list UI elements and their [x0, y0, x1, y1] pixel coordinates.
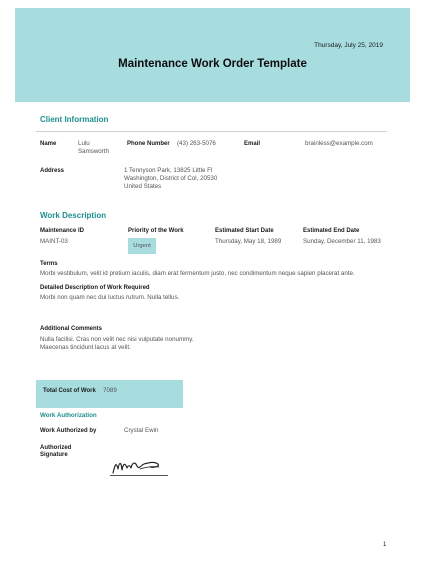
document-title: Maintenance Work Order Template [118, 58, 307, 70]
address-line-1: 1 Tennyson Park, 13825 Little Fl [124, 167, 213, 174]
start-date-value: Thursday, May 18, 1989 [215, 238, 282, 245]
address-label: Address [40, 168, 65, 174]
end-date-value: Sunday, December 11, 1983 [303, 238, 381, 245]
header-band [15, 8, 410, 102]
priority-label: Priority of the Work [128, 228, 184, 234]
comments-line-2: Maecenas tincidunt lacus at velit. [40, 344, 131, 351]
detailed-description-label: Detailed Description of Work Required [40, 285, 150, 291]
address-line-3: United States [124, 183, 162, 190]
total-cost-label: Total Cost of Work [43, 388, 96, 394]
signature-label-line-1: Authorized [40, 445, 72, 451]
start-date-label: Estimated Start Date [215, 228, 274, 234]
name-label: Name [40, 141, 57, 147]
address-line-2: Washington, District of Col, 20530 [124, 175, 218, 182]
section-divider [36, 131, 387, 132]
client-last-name: Samsworth [78, 148, 109, 155]
work-description-heading: Work Description [40, 211, 107, 220]
phone-label: Phone Number [127, 141, 170, 147]
work-authorization-heading: Work Authorization [40, 412, 97, 419]
client-phone: (43) 263-5076 [177, 140, 216, 147]
end-date-label: Estimated End Date [303, 228, 360, 234]
client-information-heading: Client Information [40, 115, 109, 124]
maintenance-id-label: Maintenance ID [40, 228, 85, 234]
signature-label-line-2: Signature [40, 452, 68, 458]
handwritten-signature [110, 455, 170, 477]
total-cost-value: 7089 [103, 387, 117, 394]
comments-line-1: Nulla facilisi. Cras non velit nec nisi vulputate nonummy. [40, 336, 194, 343]
additional-comments-label: Additional Comments [40, 326, 103, 332]
authorized-by-value: Crystal Ewin [124, 427, 159, 434]
maintenance-id-value: MAINT-03 [40, 238, 68, 245]
document-date: Thursday, July 25, 2019 [314, 42, 383, 49]
total-cost-band [36, 380, 183, 408]
authorized-by-label: Work Authorized by [40, 428, 97, 434]
terms-text: Morbi vestibulum, velit id pretium iaculis, diam erat fermentum justo, nec condimentum neque sapien placerat ante. [40, 270, 355, 277]
client-first-name: Lulu [78, 140, 90, 147]
page-number: 1 [383, 542, 387, 548]
email-label: Email [244, 141, 261, 147]
signature-line [110, 475, 168, 476]
terms-label: Terms [40, 261, 58, 267]
client-email: brainless@example.com [305, 140, 373, 147]
detailed-description-text: Morbi non quam nec dui luctus rutrum. Nulla tellus. [40, 294, 180, 301]
priority-badge: Urgent [128, 238, 156, 254]
